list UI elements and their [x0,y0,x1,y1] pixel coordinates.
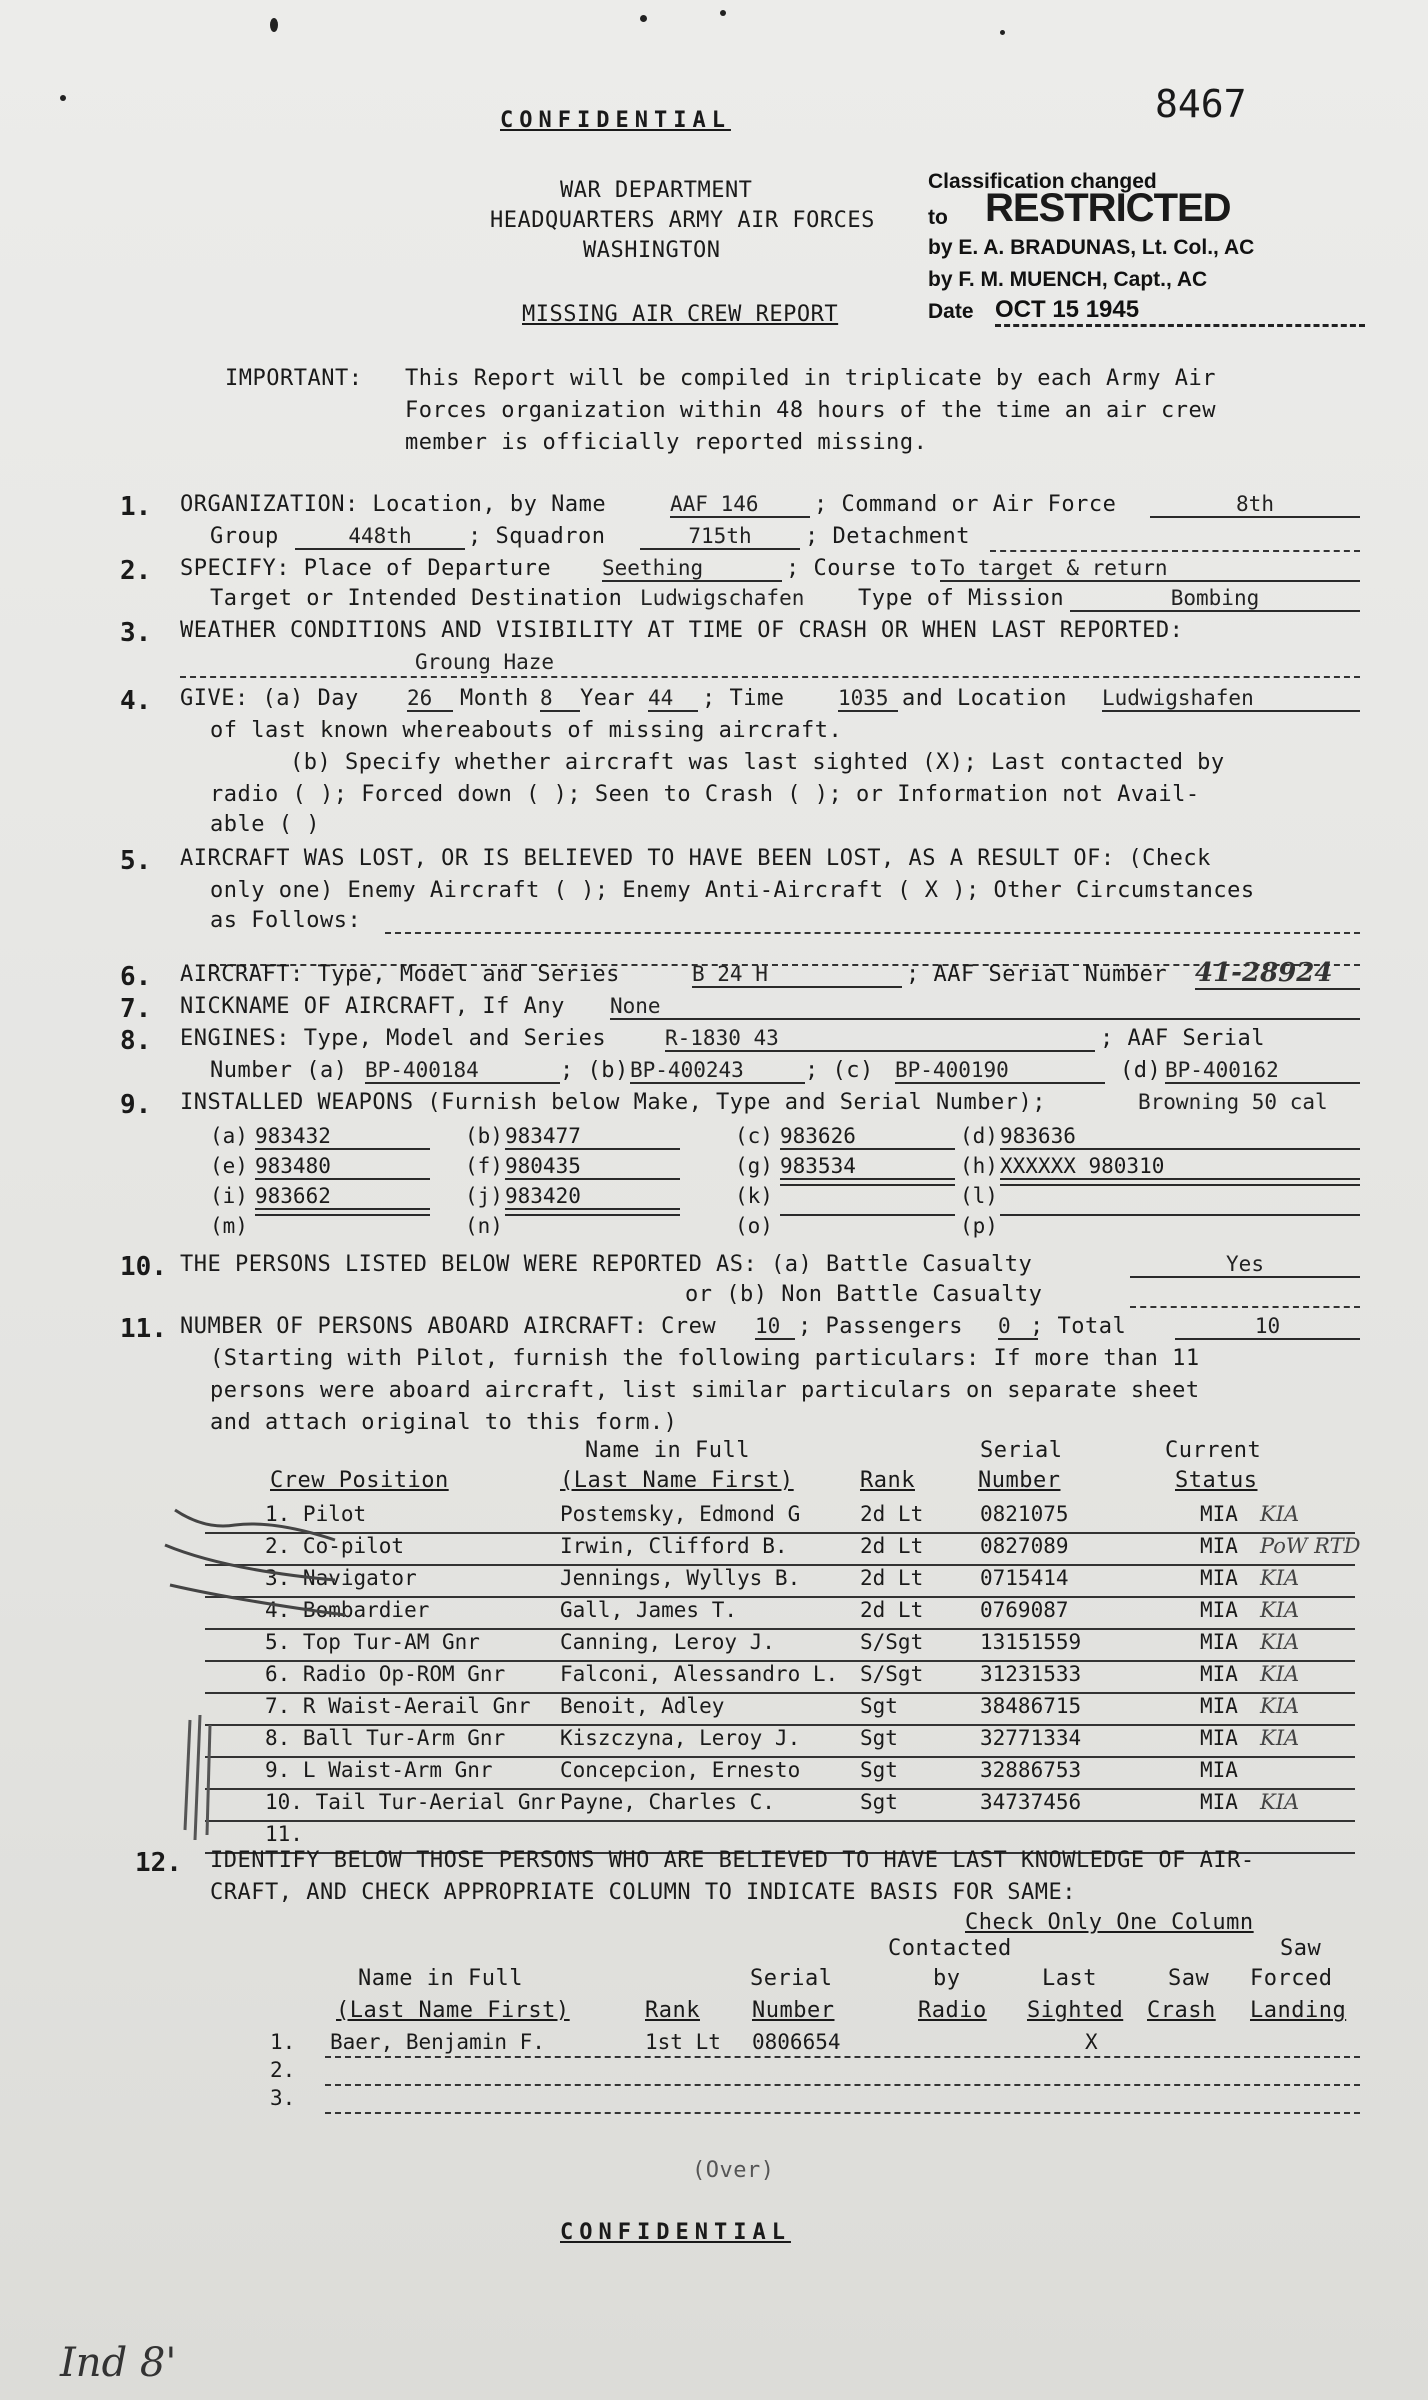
s6-serial-label: ; AAF Serial Number [906,962,1168,987]
s2-course-label: ; Course to [786,556,938,581]
crew-status: MIA [1200,1758,1238,1782]
important-label: IMPORTANT: [225,366,363,391]
s12-h-name1: Name in Full [358,1966,523,1991]
s11-number: 11. [120,1314,167,1344]
crew-h-name2: (Last Name First) [560,1468,794,1493]
weapon-serial: 983480 [255,1154,430,1180]
s11-passengers-label: ; Passengers [798,1314,963,1339]
crew-pos: 4. Bombardier [265,1598,430,1622]
s10-label: THE PERSONS LISTED BELOW WERE REPORTED AS: (a) Battle Casualty [180,1252,1033,1277]
s2-target-label: Target or Intended Destination [210,586,623,611]
header-line1: WAR DEPARTMENT [560,178,753,203]
speck [1000,30,1005,35]
s8-type: R-1830 43 [665,1026,1095,1052]
crew-rank: Sgt [860,1790,898,1814]
s1-squadron: 715th [640,524,800,550]
s4-year-label: Year [580,686,635,711]
weapon-label: (g) [735,1154,773,1178]
crew-name: Jennings, Wyllys B. [560,1566,801,1590]
s12-line2: CRAFT, AND CHECK APPROPRIATE COLUMN TO INDICATE BASIS FOR SAME: [210,1880,1076,1905]
page-number: 8467 [1155,82,1247,126]
s12-h-last: Last [1042,1966,1097,1991]
crew-serial: 0769087 [980,1598,1069,1622]
weapon-label: (f) [465,1154,503,1178]
header-line2: HEADQUARTERS ARMY AIR FORCES [490,208,875,233]
s2-departure: Seething [602,556,782,582]
s7-number: 7. [120,994,152,1024]
crew-serial: 0715414 [980,1566,1069,1590]
s12-h-by: by [933,1966,961,1991]
s12-h-sighted: Sighted [1027,1998,1124,2023]
crew-rank: 2d Lt [860,1534,924,1558]
s4-time-label: ; Time [702,686,785,711]
s4-c-line: radio ( ); Forced down ( ); Seen to Crash ( ); or Information not Avail- [210,782,1200,807]
crew-status: MIA [1200,1726,1238,1750]
s1-detachment-line [990,550,1360,552]
crew-name: Payne, Charles C. [560,1790,775,1814]
s4-location: Ludwigshafen [1102,686,1360,712]
crew-rank: S/Sgt [860,1630,924,1654]
crew-hand-status: KIA [1260,1566,1300,1590]
crew-serial: 31231533 [980,1662,1082,1686]
s1-squadron-label: ; Squadron [468,524,606,549]
crew-serial: 32771334 [980,1726,1082,1750]
s8-engine-d: BP-400162 [1165,1058,1360,1084]
s3-label: WEATHER CONDITIONS AND VISIBILITY AT TIME OF CRASH OR WHEN LAST REPORTED: [180,618,1184,643]
classification-bottom: CONFIDENTIAL [560,2220,791,2245]
s8-c-label: ; (c) [805,1058,874,1083]
s9-number: 9. [120,1090,152,1120]
crew-h-rank: Rank [860,1468,915,1493]
crew-status: MIA [1200,1662,1238,1686]
s12-h-name2: (Last Name First) [336,1998,570,2023]
crew-pos: 3. Navigator [265,1566,417,1590]
s5-line2: only one) Enemy Aircraft ( ); Enemy Anti-Aircraft ( X ); Other Circumstances [210,878,1255,903]
s10-number: 10. [120,1252,167,1282]
reclass-by2: by F. M. MUENCH, Capt., AC [928,268,1208,291]
s4-b-line: (b) Specify whether aircraft was last sighted (X); Last contacted by [290,750,1225,775]
s1-group-label: Group [210,524,279,549]
crew-status: MIA [1200,1566,1238,1590]
s6-type: B 24 H [692,962,902,988]
crew-h-status1: Current [1165,1438,1262,1463]
s12-check: Check Only One Column [965,1910,1254,1935]
weapon-serial: 983432 [255,1124,430,1150]
witness-line [325,2112,1360,2114]
crew-pos: 10. Tail Tur-Aerial Gnr [265,1790,556,1814]
s8-b-label: ; (b) [560,1058,629,1083]
weapon-serial [1000,1184,1360,1186]
s2-mission: Bombing [1070,586,1360,612]
crew-rank: Sgt [860,1726,898,1750]
s11-instr2: persons were aboard aircraft, list similar particulars on separate sheet [210,1378,1200,1403]
s11-instr1: (Starting with Pilot, furnish the following particulars: If more than 11 [210,1346,1200,1371]
s2-course: To target & return [940,556,1360,582]
s4-month-label: Month [460,686,529,711]
s6-serial: 41-28924 [1195,958,1360,990]
weapon-label: (o) [735,1214,773,1238]
witness-n: 2. [270,2058,296,2082]
s8-engine-c: BP-400190 [895,1058,1105,1084]
s12-number: 12. [135,1848,182,1878]
s8-engine-a: BP-400184 [365,1058,560,1084]
crew-pos: 6. Radio Op-ROM Gnr [265,1662,506,1686]
crew-h-status2: Status [1175,1468,1258,1493]
reclass-by1: by E. A. BRADUNAS, Lt. Col., AC [928,236,1255,259]
crew-hand-status: KIA [1260,1694,1300,1718]
crew-hand-status: KIA [1260,1630,1300,1654]
classification-top: CONFIDENTIAL [500,108,731,133]
over-note: (Over) [692,2158,775,2183]
weapon-serial: 983534 [780,1154,955,1180]
crew-hand-status: KIA [1260,1790,1300,1814]
witness-mark: X [1085,2030,1098,2054]
weapon-label: (m) [210,1214,248,1238]
crew-name: Concepcion, Ernesto [560,1758,801,1782]
weapon-serial [255,1214,430,1216]
weapon-label: (k) [735,1184,773,1208]
s3-number: 3. [120,618,152,648]
s8-number: 8. [120,1026,152,1056]
weapon-serial: 983626 [780,1124,955,1150]
crew-h-serial2: Number [978,1468,1061,1493]
s10-battle: Yes [1130,1252,1360,1278]
crew-h-name1: Name in Full [585,1438,750,1463]
reclass-date: OCT 15 1945 [995,296,1365,327]
s1-number: 1. [120,492,152,522]
s12-h-rank: Rank [645,1998,700,2023]
s12-line1: IDENTIFY BELOW THOSE PERSONS WHO ARE BELIEVED TO HAVE LAST KNOWLEDGE OF AIR- [210,1848,1255,1873]
crew-name: Kiszczyna, Leroy J. [560,1726,801,1750]
s4-location-label: and Location [902,686,1067,711]
weapon-label: (l) [960,1184,998,1208]
important-l2: Forces organization within 48 hours of the time an air crew [405,398,1216,423]
crew-rank: 2d Lt [860,1598,924,1622]
crew-name: Irwin, Clifford B. [560,1534,788,1558]
weapon-serial [505,1214,680,1216]
s1-label: ORGANIZATION: Location, by Name [180,492,607,517]
crew-rank: Sgt [860,1694,898,1718]
s10-nonbattle-label: or (b) Non Battle Casualty [685,1282,1043,1307]
crew-hand-status: PoW RTD [1260,1534,1361,1558]
s6-number: 6. [120,962,152,992]
reclass-restricted: RESTRICTED [985,186,1231,230]
crew-pos: 1. Pilot [265,1502,367,1526]
crew-pos: 9. L Waist-Arm Gnr [265,1758,493,1782]
s7-value: None [610,994,1360,1020]
witness-rank: 1st Lt [645,2030,721,2054]
crew-hand-status: KIA [1260,1662,1300,1686]
s3-line [180,676,1360,678]
header-line3: WASHINGTON [583,238,721,263]
crew-rank: 2d Lt [860,1566,924,1590]
s8-number-label: Number (a) [210,1058,348,1083]
witness-line [325,2056,1360,2058]
important-l1: This Report will be compiled in triplicate by each Army Air [405,366,1216,391]
weapon-serial: XXXXXX 980310 [1000,1154,1360,1180]
crew-status: MIA [1200,1694,1238,1718]
s1-command: 8th [1150,492,1360,518]
s5-line3: as Follows: [210,908,362,933]
crew-pos: 8. Ball Tur-Arm Gnr [265,1726,506,1750]
weapon-serial [780,1184,955,1186]
s12-h-saw: Saw [1280,1936,1322,1961]
s4-day: 26 [407,686,453,712]
crew-status: MIA [1200,1790,1238,1814]
s10-nonbattle-line [1130,1306,1360,1308]
speck [640,15,647,22]
weapon-serial: 980435 [505,1154,680,1180]
weapon-label: (c) [735,1124,773,1148]
speck [270,18,278,32]
s4-year: 44 [648,686,698,712]
crew-serial: 32886753 [980,1758,1082,1782]
witness-serial: 0806654 [752,2030,841,2054]
weapon-label: (d) [960,1124,998,1148]
s11-passengers: 0 [998,1314,1038,1340]
s5-line [385,932,1360,934]
crew-serial: 13151559 [980,1630,1082,1654]
s11-crew: 10 [755,1314,795,1340]
s3-value: Groung Haze [415,650,555,674]
s8-serial-label: ; AAF Serial [1100,1026,1265,1051]
s4-d-line: able ( ) [210,812,320,837]
crew-serial: 0821075 [980,1502,1069,1526]
reclass-to-label: to [928,206,948,229]
crew-status: MIA [1200,1502,1238,1526]
crew-pos: 2. Co-pilot [265,1534,405,1558]
weapon-label: (e) [210,1154,248,1178]
witness-n: 1. [270,2030,296,2054]
s11-total: 10 [1175,1314,1360,1340]
s2-number: 2. [120,556,152,586]
s12-h-landing: Landing [1250,1998,1347,2023]
s9-make: Browning 50 cal [1138,1090,1328,1114]
witness-line [325,2084,1360,2086]
crew-hand-status: KIA [1260,1598,1300,1622]
crew-status: MIA [1200,1630,1238,1654]
crew-h-serial1: Serial [980,1438,1063,1463]
s8-engine-b: BP-400243 [630,1058,805,1084]
crew-h-position: Crew Position [270,1468,449,1493]
weapon-serial: 983477 [505,1124,680,1150]
s8-d-label: (d) [1120,1058,1162,1083]
s7-label: NICKNAME OF AIRCRAFT, If Any [180,994,565,1019]
weapon-label: (b) [465,1124,503,1148]
crew-name: Benoit, Adley [560,1694,725,1718]
s12-h-number: Number [752,1998,835,2023]
s2-mission-label: Type of Mission [858,586,1065,611]
crew-rank: Sgt [860,1758,898,1782]
s4-month: 8 [540,686,580,712]
crew-serial: 34737456 [980,1790,1082,1814]
s12-h-radio: Radio [918,1998,987,2023]
s4-number: 4. [120,686,152,716]
s4-whereabouts: of last known whereabouts of missing aircraft. [210,718,843,743]
crew-pos: 11. [265,1822,303,1846]
s9-label: INSTALLED WEAPONS (Furnish below Make, Type and Serial Number); [180,1090,1046,1115]
weapon-serial: 983420 [505,1184,680,1210]
crew-hand-status: KIA [1260,1502,1300,1526]
s1-group: 448th [295,524,465,550]
crew-status: MIA [1200,1534,1238,1558]
weapon-label: (j) [465,1184,503,1208]
weapon-label: (n) [465,1214,503,1238]
weapon-label: (h) [960,1154,998,1178]
crew-pos: 7. R Waist-Aerail Gnr [265,1694,531,1718]
speck [720,10,726,16]
s4-time: 1035 [838,686,898,712]
crew-name: Falconi, Alessandro L. [560,1662,839,1686]
s12-h-forced: Forced [1250,1966,1333,1991]
s6-label: AIRCRAFT: Type, Model and Series [180,962,620,987]
crew-rank: 2d Lt [860,1502,924,1526]
reclass-line1: Classification changed [928,170,1157,193]
witness-n: 3. [270,2086,296,2110]
s12-h-crash: Crash [1147,1998,1216,2023]
s1-command-label: ; Command or Air Force [814,492,1117,517]
s12-h-serial1: Serial [750,1966,833,1991]
crew-name: Gall, James T. [560,1598,738,1622]
weapon-serial [780,1214,955,1216]
margin-scribble [135,1500,395,1860]
handwritten-note: Ind 8' [60,2340,177,2386]
weapon-serial: 983662 [255,1184,430,1210]
form-title: MISSING AIR CREW REPORT [522,302,839,327]
s4-label: GIVE: (a) Day [180,686,359,711]
crew-name: Canning, Leroy J. [560,1630,775,1654]
s2-target: Ludwigschafen [640,586,805,610]
crew-serial: 38486715 [980,1694,1082,1718]
weapon-label: (a) [210,1124,248,1148]
weapon-label: (i) [210,1184,248,1208]
s11-total-label: ; Total [1030,1314,1127,1339]
crew-hand-status: KIA [1260,1726,1300,1750]
weapon-label: (p) [960,1214,998,1238]
s5-number: 5. [120,846,152,876]
s12-h-saw2: Saw [1168,1966,1210,1991]
weapon-serial [1000,1214,1360,1216]
crew-serial: 0827089 [980,1534,1069,1558]
speck [60,95,66,101]
s11-label: NUMBER OF PERSONS ABOARD AIRCRAFT: Crew [180,1314,717,1339]
witness-name: Baer, Benjamin F. [330,2030,545,2054]
s1-detachment-label: ; Detachment [805,524,970,549]
s12-h-contacted: Contacted [888,1936,1012,1961]
crew-name: Postemsky, Edmond G [560,1502,801,1526]
s5-line1: AIRCRAFT WAS LOST, OR IS BELIEVED TO HAVE BEEN LOST, AS A RESULT OF: (Check [180,846,1211,871]
crew-pos: 5. Top Tur-AM Gnr [265,1630,480,1654]
reclass-date-label: Date [928,300,974,323]
s8-label: ENGINES: Type, Model and Series [180,1026,607,1051]
weapon-serial: 983636 [1000,1124,1360,1150]
important-l3: member is officially reported missing. [405,430,928,455]
crew-status: MIA [1200,1598,1238,1622]
s11-instr3: and attach original to this form.) [210,1410,678,1435]
s1-location: AAF 146 [670,492,810,518]
crew-rank: S/Sgt [860,1662,924,1686]
s2-label: SPECIFY: Place of Departure [180,556,552,581]
